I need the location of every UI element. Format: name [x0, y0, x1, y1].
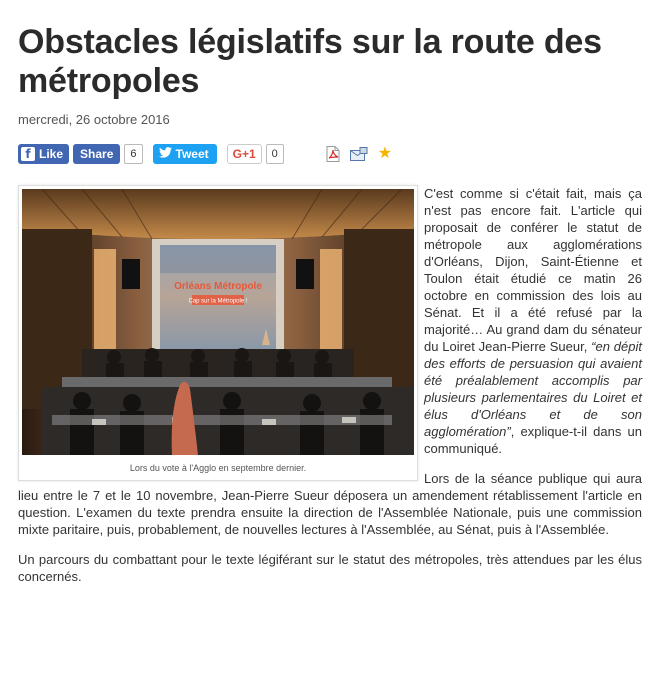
facebook-icon: f [21, 147, 35, 161]
paragraph-1-text: C'est comme si c'était fait, mais ça n'est pas encore fait. L'article qui proposait de conférer le statut de métropole aux agglomérations d'Orléans, Dijon, Saint-Étienne et Toulon était étudié ce matin 26 octobre en commission des lois au Sénat. Et il a été refusé par la majorité… Au grand dam du sénateur du Loiret Jean-Pierre Sueur, [424, 186, 642, 354]
facebook-share-button[interactable]: Share [73, 144, 120, 164]
article-body [18, 185, 642, 585]
gplus-count: 0 [266, 144, 284, 164]
tweet-button[interactable] [153, 144, 217, 164]
paragraph-3: Un parcours du combattant pour le texte légiférant sur le statut des métropoles, très attendues par les élus concernés. [18, 552, 642, 584]
paragraph-1-end: , explique-t-il dans un communiqué. [424, 424, 642, 456]
twitter-bird-icon [159, 147, 172, 161]
council-meeting-photo [22, 189, 414, 455]
figure-caption: Lors du vote à l'Agglo en septembre dernier. [129, 463, 307, 473]
facebook-like-button[interactable] [18, 144, 69, 164]
article-date: mercredi, 26 octobre 2016 [18, 112, 170, 127]
senator-quote: “en dépit des efforts de persuasion qui avaient été préalablement accomplis par plusieurs parlementaires du Loiret et élus d'Orléans et de son agglomération” [424, 339, 643, 439]
pdf-icon[interactable] [326, 146, 340, 162]
paragraph-2: Lors de la séance publique qui aura lieu entre le 7 et le 10 novembre, Jean-Pierre Sueur déposera un amendement rétablissement l'article en question. L'examen du texte prendra ensuite la direction de l'Assemblée Nationale, puis une commission mixte paritaire, puis, probablement, de nouvelles lectures à l'Assemblée, au Sénat, puis à l'Assemblée. [18, 471, 642, 537]
favorite-star-icon[interactable]: ★ [377, 145, 393, 162]
article-figure [18, 185, 418, 481]
like-label: Like [39, 147, 64, 161]
article-title: Obstacles législatifs sur la route des métropoles [18, 23, 602, 100]
share-count: 6 [124, 144, 142, 164]
tweet-label: Tweet [175, 147, 209, 161]
screen-subtitle: Cap sur la Métropole ! [188, 298, 248, 305]
article-tools [326, 146, 392, 162]
share-bar [18, 143, 642, 165]
google-plus-button[interactable]: G+1 [227, 144, 262, 164]
email-icon[interactable] [350, 147, 368, 161]
screen-title: Orléans Métropole [174, 281, 262, 292]
